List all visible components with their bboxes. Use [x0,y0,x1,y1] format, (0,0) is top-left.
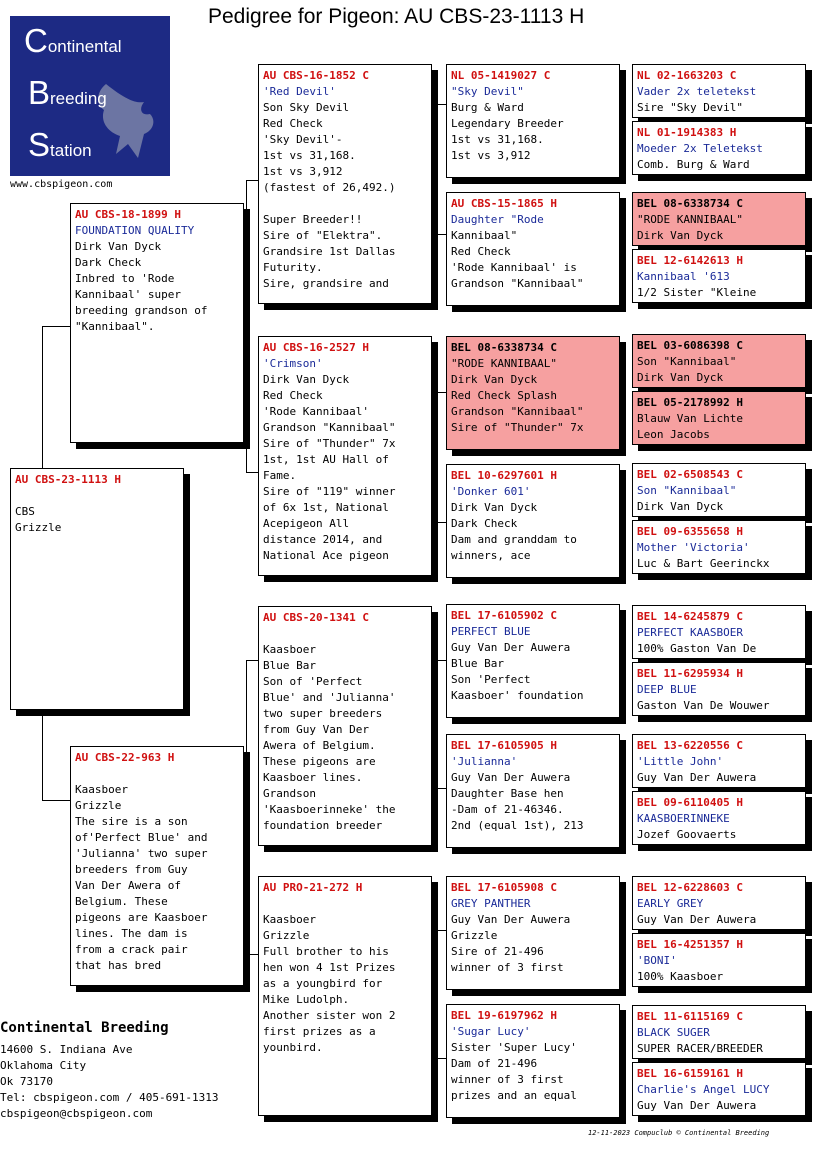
address: 14600 S. Indiana Ave [0,1043,133,1056]
g5-card[interactable]: BEL 16-4251357 H 'BONI' 100% Kaasboer [632,933,806,987]
ggp-card-sdd[interactable]: BEL 10-6297601 H 'Donker 601' Dirk Van Dyck Dark Check Dam and granddam to winners, ace [446,464,620,578]
ggp-card-ddd[interactable]: BEL 19-6197962 H 'Sugar Lucy' Sister 'Super Lucy' Dam of 21-496 winner of 3 first prizes and an equal [446,1004,620,1118]
page-title: Pedigree for Pigeon: AU CBS-23-1113 H [208,5,585,28]
zip: Ok 73170 [0,1075,53,1088]
g5-card[interactable]: BEL 05-2178992 H Blauw Van Lichte Leon Jacobs [632,391,806,445]
ring-number: AU CBS-22-963 H [75,751,175,764]
sire-card[interactable]: AU CBS-18-1899 H FOUNDATION QUALITY Dirk Van Dyck Dark Check Inbred to 'Rode Kannibaal' super breeding grandson of "Kannibaal". [70,203,244,443]
contact-block [0,1018,219,1122]
granddam-sire-side-card[interactable]: AU CBS-16-2527 H 'Crimson' Dirk Van Dyck Red Check 'Rode Kannibaal' Grandson "Kannibaal" Sire of "Thunder" 7x 1st, 1st AU Hall of Fame. Sire of "119" winner of 6x 1st, National Acepigeon All distance 2014, and National Ace pigeon [258,336,432,576]
ggp-card-sds[interactable]: BEL 08-6338734 C "RODE KANNIBAAL" Dirk Van Dyck Red Check Splash Grandson "Kannibaal" Sire of "Thunder" 7x [446,336,620,450]
city: Oklahoma City [0,1059,87,1072]
subject-pigeon-card[interactable]: AU CBS-23-1113 H CBS Grizzle [10,468,184,710]
ggp-card-dsd[interactable]: BEL 17-6105905 H 'Julianna' Guy Van Der Auwera Daughter Base hen -Dam of 21-46346. 2nd (equal 1st), 213 [446,734,620,848]
dam-card[interactable]: AU CBS-22-963 H Kaasboer Grizzle The sire is a son of'Perfect Blue' and 'Julianna' two super breeders from Guy Van Der Awera of Belgium. These pigeons are Kaasboer lines. The dam is from a crack pair that has bred [70,746,244,986]
g5-card[interactable]: BEL 08-6338734 C "RODE KANNIBAAL" Dirk Van Dyck [632,192,806,246]
g5-card[interactable]: BEL 16-6159161 H Charlie's Angel LUCY Guy Van Der Auwera [632,1062,806,1116]
grandsire-sire-side-card[interactable]: AU CBS-16-1852 C 'Red Devil' Son Sky Devil Red Check 'Sky Devil'- 1st vs 31,168. 1st vs 3,912 (fastest of 26,492.) Super Breeder!! Sire of "Elektra". Grandsire 1st Dallas Futurity. Sire, grandsire and [258,64,432,304]
website-link[interactable]: www.cbspigeon.com [10,179,113,190]
g5-card[interactable]: BEL 11-6115169 C BLACK SUGER SUPER RACER/BREEDER [632,1005,806,1059]
g5-card[interactable]: NL 02-1663203 C Vader 2x teletekst Sire "Sky Devil" [632,64,806,118]
g5-card[interactable]: BEL 12-6228603 C EARLY GREY Guy Van Der Auwera [632,876,806,930]
g5-card[interactable]: BEL 12-6142613 H Kannibaal '613 1/2 Sister "Kleine [632,249,806,303]
g5-card[interactable]: NL 01-1914383 H Moeder 2x Teletekst Comb. Burg & Ward [632,121,806,175]
g5-card[interactable]: BEL 11-6295934 H DEEP BLUE Gaston Van De Wouwer [632,662,806,716]
g5-card[interactable]: BEL 13-6220556 C 'Little John' Guy Van Der Auwera [632,734,806,788]
cbs-logo: Continental Breeding Station [10,16,170,176]
footer-text: 12-11-2023 Compuclub © Continental Breeding [588,1129,770,1137]
telephone[interactable]: Tel: cbspigeon.com / 405-691-1313 [0,1091,219,1104]
ring-number: AU CBS-18-1899 H [75,208,181,221]
email-link[interactable]: cbspigeon@cbspigeon.com [0,1107,153,1120]
ggp-card-ssd[interactable]: AU CBS-15-1865 H Daughter "Rode Kannibaal" Red Check 'Rode Kannibaal' is Grandson "Kannibaal" [446,192,620,306]
grandsire-dam-side-card[interactable]: AU CBS-20-1341 C Kaasboer Blue Bar Son of 'Perfect Blue' and 'Julianna' two super breeders from Guy Van Der Awera of Belgium. These pigeons are Kaasboer lines. Grandson 'Kaasboerinneke' the foundation breeder [258,606,432,846]
g5-card[interactable]: BEL 09-6355658 H Mother 'Victoria' Luc & Bart Geerinckx [632,520,806,574]
ggp-card-sss[interactable]: NL 05-1419027 C "Sky Devil" Burg & Ward Legendary Breeder 1st vs 31,168. 1st vs 3,912 [446,64,620,178]
g5-card[interactable]: BEL 14-6245879 C PERFECT KAASBOER 100% Gaston Van De [632,605,806,659]
pigeon-name: FOUNDATION QUALITY [75,224,195,237]
breeder-name: Continental Breeding [0,1020,169,1036]
ggp-card-dss[interactable]: BEL 17-6105902 C PERFECT BLUE Guy Van Der Auwera Blue Bar Son 'Perfect Kaasboer' foundation [446,604,620,718]
g5-card[interactable]: BEL 02-6508543 C Son "Kannibaal" Dirk Van Dyck [632,463,806,517]
granddam-dam-side-card[interactable]: AU PRO-21-272 H Kaasboer Grizzle Full brother to his hen won 4 1st Prizes as a youngbird for Mike Ludolph. Another sister won 2 first prizes as a younbird. [258,876,432,1116]
ggp-card-dds[interactable]: BEL 17-6105908 C GREY PANTHER Guy Van Der Auwera Grizzle Sire of 21-496 winner of 3 first [446,876,620,990]
ring-number: AU CBS-23-1113 H [15,473,121,486]
g5-card[interactable]: BEL 09-6110405 H KAASBOERINNEKE Jozef Goovaerts [632,791,806,845]
g5-card[interactable]: BEL 03-6086398 C Son "Kannibaal" Dirk Van Dyck [632,334,806,388]
